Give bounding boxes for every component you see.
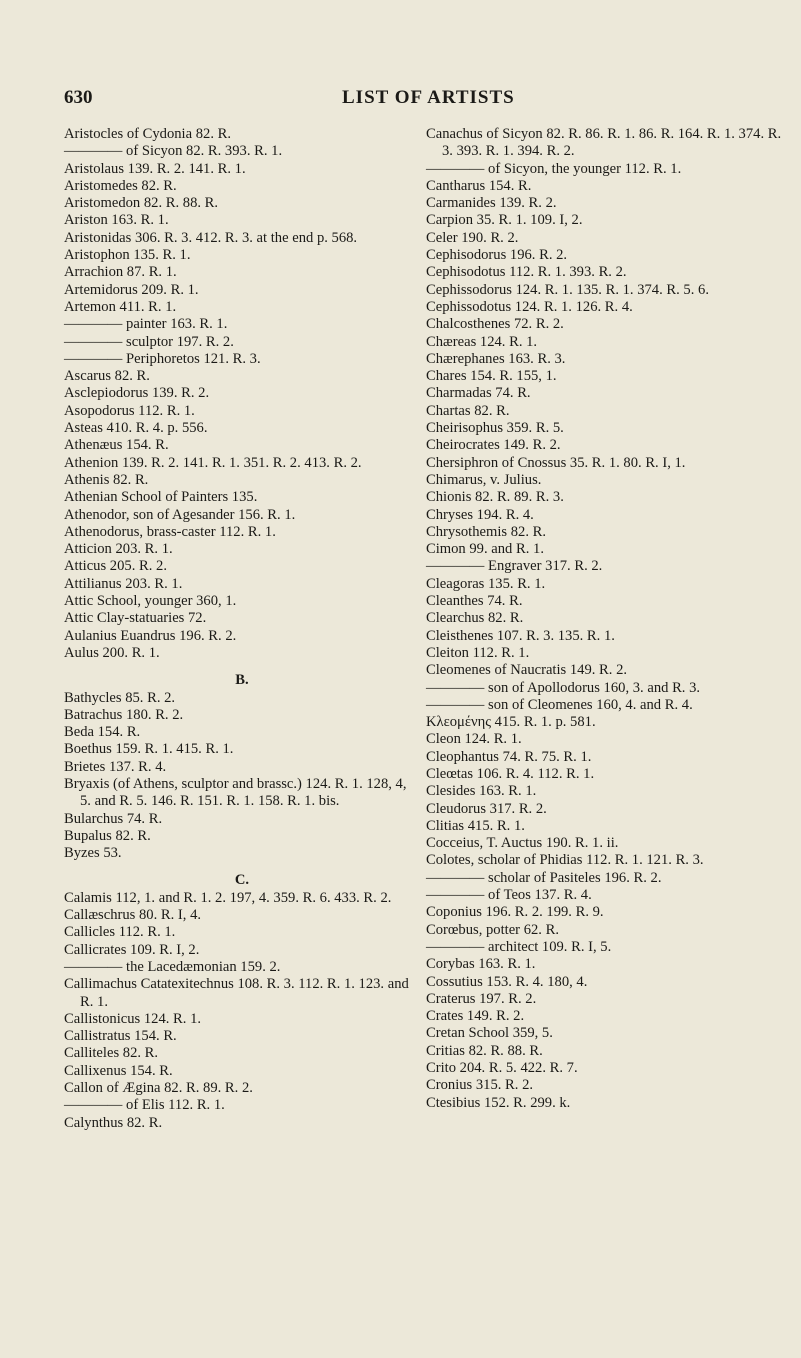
- index-entry: Chimarus, v. Julius.: [426, 471, 542, 488]
- index-entry: Cleophantus 74. R. 75. R. 1.: [426, 748, 592, 765]
- index-entry: Atticus 205. R. 2.: [64, 558, 167, 575]
- index-entry: Bupalus 82. R.: [64, 827, 151, 844]
- index-entry: Cephissodorus 124. R. 1. 135. R. 1. 374. R. 5. 6.: [426, 281, 709, 298]
- index-entry: Bryaxis (of Athens, sculptor and brassc.) 124. R. 1. 128, 4, 5. and R. 5. 146. R. 151. R. 1. 158. R. 1. bis.: [64, 775, 411, 810]
- index-entry: Carpion 35. R. 1. 109. I, 2.: [426, 212, 583, 229]
- index-entry: ———— scholar of Pasiteles 196. R. 2.: [426, 869, 662, 886]
- index-entry: Artemon 411. R. 1.: [64, 298, 177, 315]
- index-entry: Cocceius, T. Auctus 190. R. 1. ii.: [426, 835, 619, 852]
- index-entry: Aristophon 135. R. 1.: [64, 247, 191, 264]
- index-entry: Calamis 112, 1. and R. 1. 2. 197, 4. 359. R. 6. 433. R. 2.: [64, 889, 392, 906]
- index-entry: Brietes 137. R. 4.: [64, 758, 167, 775]
- index-entry: ———— of Sicyon, the younger 112. R. 1.: [426, 160, 682, 177]
- index-entry: Cleagoras 135. R. 1.: [426, 575, 546, 592]
- index-entry: Carmanides 139. R. 2.: [426, 195, 557, 212]
- index-entry: Callicles 112. R. 1.: [64, 924, 176, 941]
- index-entry: Aristomedon 82. R. 88. R.: [64, 195, 219, 212]
- index-entry: Cronius 315. R. 2.: [426, 1077, 534, 1094]
- index-entry: ———— of Elis 112. R. 1.: [64, 1097, 225, 1114]
- index-entry: Charmadas 74. R.: [426, 385, 531, 402]
- index-entry: Aulus 200. R. 1.: [64, 644, 160, 661]
- index-entry: Asclepiodorus 139. R. 2.: [64, 385, 210, 402]
- left-column: [64, 126, 420, 1132]
- index-entry: Athenian School of Painters 135.: [64, 489, 258, 506]
- index-entry: Cossutius 153. R. 4. 180, 4.: [426, 973, 588, 990]
- index-entry: Calynthus 82. R.: [64, 1114, 163, 1131]
- right-column: [426, 126, 784, 1112]
- index-entry: ———— son of Cleomenes 160, 4. and R. 4.: [426, 696, 693, 713]
- index-entry: Clitias 415. R. 1.: [426, 817, 525, 834]
- index-entry: Athenodor, son of Agesander 156. R. 1.: [64, 506, 296, 523]
- index-entry: ———— son of Apollodorus 160, 3. and R. 3.: [426, 679, 701, 696]
- index-entry: Chrysothemis 82. R.: [426, 523, 546, 540]
- running-head: LIST OF ARTISTS: [342, 87, 515, 108]
- index-entry: Callistratus 154. R.: [64, 1028, 177, 1045]
- section-letter: C.: [234, 872, 250, 889]
- index-entry: Arrachion 87. R. 1.: [64, 264, 177, 281]
- index-entry: Cheirocrates 149. R. 2.: [426, 437, 561, 454]
- index-entry: ———— of Teos 137. R. 4.: [426, 887, 592, 904]
- index-entry: Cimon 99. and R. 1.: [426, 541, 544, 558]
- index-entry: Cleanthes 74. R.: [426, 593, 523, 610]
- index-entry: Ctesibius 152. R. 299. k.: [426, 1094, 571, 1111]
- index-entry: Chryses 194. R. 4.: [426, 506, 534, 523]
- index-entry: Ariston 163. R. 1.: [64, 212, 169, 229]
- index-entry: Cheirisophus 359. R. 5.: [426, 420, 564, 437]
- index-entry: Canachus of Sicyon 82. R. 86. R. 1. 86. R. 164. R. 1. 374. R. 3. 393. R. 1. 394. R. 2.: [426, 126, 785, 160]
- section-letter: B.: [235, 672, 249, 689]
- index-entry: Callicrates 109. R. I, 2.: [64, 941, 200, 958]
- index-entry: Cleœtas 106. R. 4. 112. R. 1.: [426, 765, 595, 782]
- index-entry: ———— architect 109. R. I, 5.: [426, 938, 612, 955]
- index-entry: Chalcosthenes 72. R. 2.: [426, 316, 564, 333]
- page-number: 630: [64, 87, 93, 108]
- index-entry: Attic Clay-statuaries 72.: [64, 610, 207, 627]
- index-entry: Asopodorus 112. R. 1.: [64, 402, 195, 419]
- index-entry: ———— Engraver 317. R. 2.: [426, 558, 603, 575]
- index-entry: Craterus 197. R. 2.: [426, 990, 537, 1007]
- index-entry: Callon of Ægina 82. R. 89. R. 2.: [64, 1080, 253, 1097]
- index-entry: Chæreas 124. R. 1.: [426, 333, 538, 350]
- index-entry: Calliteles 82. R.: [64, 1045, 159, 1062]
- index-entry: Aristomedes 82. R.: [64, 177, 177, 194]
- index-entry: Athenodorus, brass-caster 112. R. 1.: [64, 523, 276, 540]
- index-entry: Ascarus 82. R.: [64, 368, 150, 385]
- index-entry: Crito 204. R. 5. 422. R. 7.: [426, 1060, 578, 1077]
- index-entry: Athenæus 154. R.: [64, 437, 169, 454]
- index-entry: Batrachus 180. R. 2.: [64, 706, 184, 723]
- index-entry: Chærephanes 163. R. 3.: [426, 350, 566, 367]
- index-entry: Cephissodotus 124. R. 1. 126. R. 4.: [426, 298, 633, 315]
- index-entry: Colotes, scholar of Phidias 112. R. 1. 121. R. 3.: [426, 852, 704, 869]
- index-entry: Corybas 163. R. 1.: [426, 956, 536, 973]
- index-entry: Atticion 203. R. 1.: [64, 541, 173, 558]
- index-entry: ———— Periphoretos 121. R. 3.: [64, 350, 261, 367]
- index-entry: Clesides 163. R. 1.: [426, 783, 537, 800]
- index-entry: Crates 149. R. 2.: [426, 1008, 525, 1025]
- index-entry: Callæschrus 80. R. I, 4.: [64, 907, 202, 924]
- index-entry: Callistonicus 124. R. 1.: [64, 1010, 202, 1027]
- index-entry: Cleisthenes 107. R. 3. 135. R. 1.: [426, 627, 615, 644]
- index-entry: Aristocles of Cydonia 82. R.: [64, 126, 232, 142]
- index-entry: ———— sculptor 197. R. 2.: [64, 333, 234, 350]
- index-entry: Callimachus Catatexitechnus 108. R. 3. 112. R. 1. 123. and R. 1.: [64, 976, 413, 1010]
- index-entry: Celer 190. R. 2.: [426, 229, 519, 246]
- index-entry: Corœbus, potter 62. R.: [426, 921, 559, 938]
- index-entry: Cephisodotus 112. R. 1. 393. R. 2.: [426, 264, 627, 281]
- index-entry: Callixenus 154. R.: [64, 1062, 173, 1079]
- index-entry: Cantharus 154. R.: [426, 177, 532, 194]
- index-entry: Attic School, younger 360, 1.: [64, 593, 237, 610]
- index-entry: Κλεομένης 415. R. 1. p. 581.: [426, 714, 596, 731]
- index-entry: ———— painter 163. R. 1.: [64, 316, 228, 333]
- index-entry: Artemidorus 209. R. 1.: [64, 281, 199, 298]
- index-entry: Cleon 124. R. 1.: [426, 731, 522, 748]
- index-entry: Coponius 196. R. 2. 199. R. 9.: [426, 904, 604, 921]
- index-entry: Aristonidas 306. R. 3. 412. R. 3. at the end p. 568.: [64, 229, 358, 246]
- index-entry: Cephisodorus 196. R. 2.: [426, 247, 568, 264]
- index-entry: Athenion 139. R. 2. 141. R. 1. 351. R. 2. 413. R. 2.: [64, 454, 362, 471]
- index-entry: Cretan School 359, 5.: [426, 1025, 553, 1042]
- index-entry: Chersiphron of Cnossus 35. R. 1. 80. R. I, 1.: [426, 454, 686, 471]
- index-entry: Chartas 82. R.: [426, 402, 510, 419]
- index-entry: ———— the Lacedæmonian 159. 2.: [64, 958, 281, 975]
- index-entry: Byzes 53.: [64, 845, 122, 862]
- index-entry: Aulanius Euandrus 196. R. 2.: [64, 627, 237, 644]
- index-entry: Beda 154. R.: [64, 724, 141, 741]
- index-entry: Boethus 159. R. 1. 415. R. 1.: [64, 741, 234, 758]
- index-entry: Cleomenes of Naucratis 149. R. 2.: [426, 662, 628, 679]
- index-entry: Aristolaus 139. R. 2. 141. R. 1.: [64, 160, 246, 177]
- index-entry: Cleiton 112. R. 1.: [426, 644, 530, 661]
- index-entry: ———— of Sicyon 82. R. 393. R. 1.: [64, 143, 283, 160]
- index-entry: Athenis 82. R.: [64, 471, 149, 488]
- index-entry: Asteas 410. R. 4. p. 556.: [64, 420, 208, 437]
- index-entry: Attilianus 203. R. 1.: [64, 575, 183, 592]
- index-entry: Bathycles 85. R. 2.: [64, 689, 176, 706]
- index-entry: Critias 82. R. 88. R.: [426, 1042, 543, 1059]
- index-entry: Clearchus 82. R.: [426, 610, 524, 627]
- index-entry: Bularchus 74. R.: [64, 810, 163, 827]
- index-entry: Cleudorus 317. R. 2.: [426, 800, 547, 817]
- index-entry: Chares 154. R. 155, 1.: [426, 368, 557, 385]
- index-entry: Chionis 82. R. 89. R. 3.: [426, 489, 564, 506]
